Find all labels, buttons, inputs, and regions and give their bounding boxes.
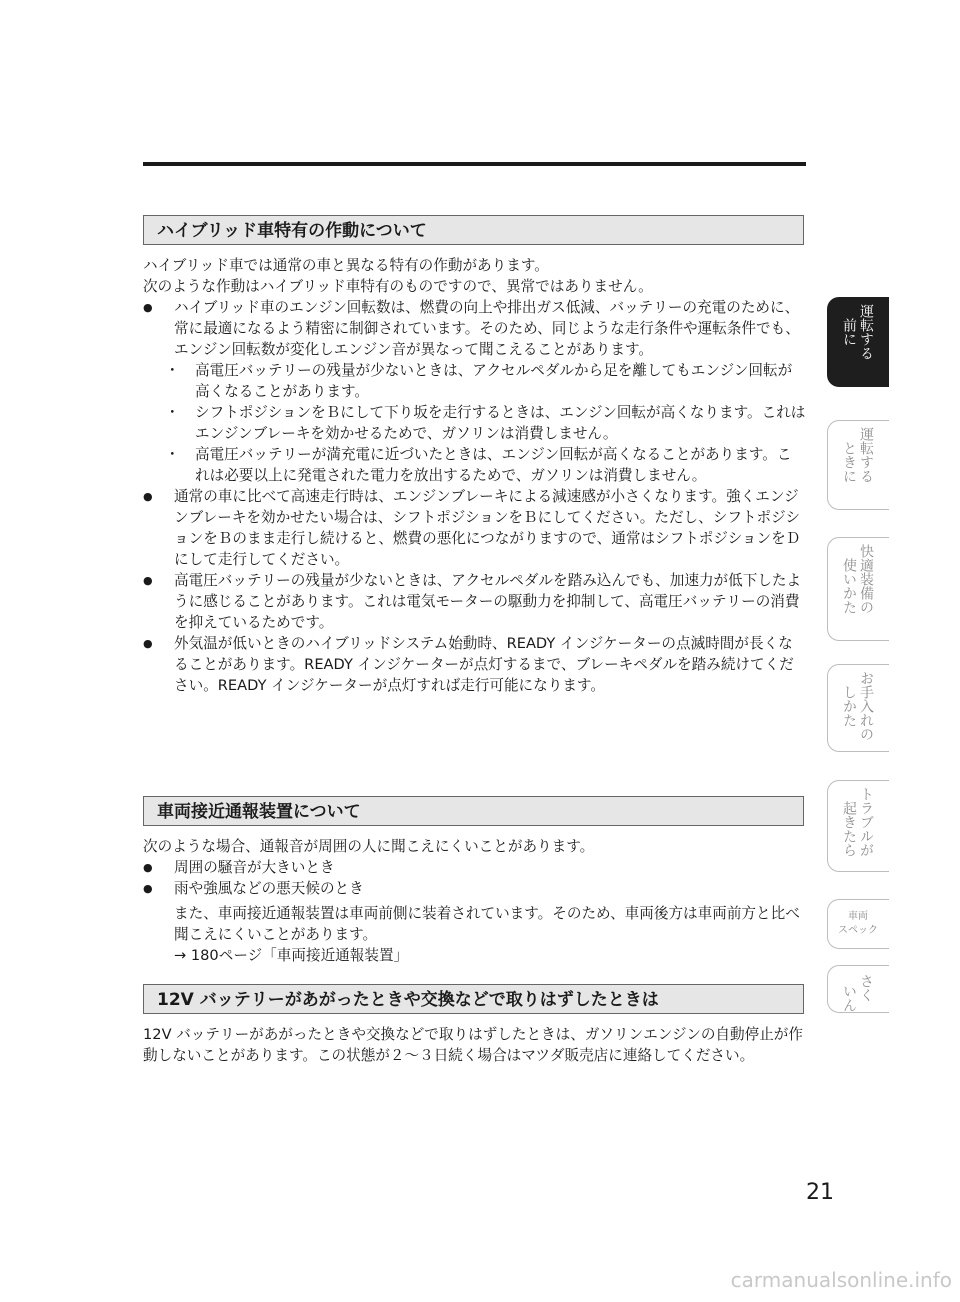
tab-label: 運転する [858, 427, 874, 483]
bullet-item: ● 外気温が低いときのハイブリッドシステム始動時、READY インジケーターの点滅時間が長くなることがあります。READY インジケーターが点灯するまで、ブレーキペダルを踏み続けてください。READY インジケーターが点灯すれば走行可能になります。 [143, 633, 806, 696]
tab-label: お手入れの [858, 671, 874, 741]
tab-label: 運転する [858, 304, 874, 360]
page-number: 21 [806, 1180, 834, 1205]
tab-label: トラブルが [858, 787, 874, 857]
tab-label: スペック [838, 925, 878, 936]
page-reference-link[interactable]: → 180ページ「車両接近通報装置」 [174, 947, 409, 964]
tab-label: いん [841, 984, 857, 1012]
sub-bullet-item: ・ 高電圧バッテリーの残量が少ないときは、アクセルペダルから足を離してもエンジン回転が高くなることがあります。 [143, 360, 806, 402]
tab-index[interactable] [827, 965, 889, 1013]
tab-label: 車両 [848, 911, 868, 922]
tab-when-driving[interactable] [827, 420, 889, 510]
tab-troubleshooting[interactable] [827, 780, 889, 872]
section-body-12v [143, 1024, 806, 1066]
tab-label: 使いかた [841, 558, 857, 614]
note-text: また、車両接近通報装置は車両前側に装着されています。そのため、車両後方は車両前方と比べ聞こえにくいことがあります。 [174, 905, 800, 943]
section-heading-hybrid: ハイブリッド車特有の作動について [143, 215, 804, 245]
body-text: 12V バッテリーがあがったときや交換などで取りはずしたときは、ガソリンエンジンの自動停止が作動しないことがあります。この状態が２～３日続く場合はマツダ販売店に連絡してください。 [143, 1026, 803, 1064]
tab-label: 快適装備の [858, 544, 874, 614]
section-heading-12v: 12V バッテリーがあがったときや交換などで取りはずしたときは [143, 984, 804, 1014]
tab-label: ときに [841, 441, 857, 483]
tab-label: さく [858, 974, 874, 1002]
intro-line: 次のような作動はハイブリッド車特有のものですので、異常ではありません。 [143, 278, 653, 295]
intro-line: ハイブリッド車では通常の車と異なる特有の作動があります。 [143, 257, 549, 274]
bullet-item: ● 周囲の騒音が大きいとき [143, 857, 806, 878]
tab-label: 起きたら [841, 801, 857, 857]
section-body-hybrid [143, 255, 806, 696]
section-body-approach [143, 836, 806, 966]
tab-label: しかた [841, 685, 857, 727]
bullet-item: ● 高電圧バッテリーの残量が少ないときは、アクセルペダルを踏み込んでも、加速力が低下したように感じることがあります。これは電気モーターの駆動力を抑制して、高電圧バッテリーの消費を抑えているためです。 [143, 570, 806, 633]
tab-before-driving[interactable] [827, 297, 889, 387]
bullet-item: ● 通常の車に比べて高速走行時は、エンジンブレーキによる減速感が小さくなります。強くエンジンブレーキを効かせたい場合は、シフトポジションをＢにしてください。ただし、シフトポジションをＢのまま走行し続けると、燃費の悪化につながりますので、通常はシフトポジションをＤにして走行してください。 [143, 486, 806, 570]
intro-line: 次のような場合、通報音が周囲の人に聞こえにくいことがあります。 [143, 838, 595, 855]
sub-bullet-item: ・ シフトポジションをＢにして下り坂を走行するときは、エンジン回転が高くなります。これはエンジンブレーキを効かせるためで、ガソリンは消費しません。 [143, 402, 806, 444]
watermark: carmanualsonline.info [730, 1268, 952, 1292]
bullet-item: ● 雨や強風などの悪天候のとき [143, 878, 806, 899]
bullet-item: ● ハイブリッド車のエンジン回転数は、燃費の向上や排出ガス低減、バッテリーの充電のために、常に最適になるよう精密に制御されています。そのため、同じような走行条件や運転条件でも、エンジン回転数が変化しエンジン音が異なって聞こえることがあります。 [143, 297, 806, 360]
tab-vehicle-specs[interactable] [827, 899, 889, 949]
tab-comfort-equipment[interactable] [827, 537, 889, 641]
top-rule [143, 162, 806, 166]
tab-label: 前に [841, 318, 857, 346]
tab-maintenance[interactable] [827, 664, 889, 752]
section-heading-approach: 車両接近通報装置について [143, 796, 804, 826]
sub-bullet-item: ・ 高電圧バッテリーが満充電に近づいたときは、エンジン回転が高くなることがあります。これは必要以上に発電された電力を放出するためで、ガソリンは消費しません。 [143, 444, 806, 486]
